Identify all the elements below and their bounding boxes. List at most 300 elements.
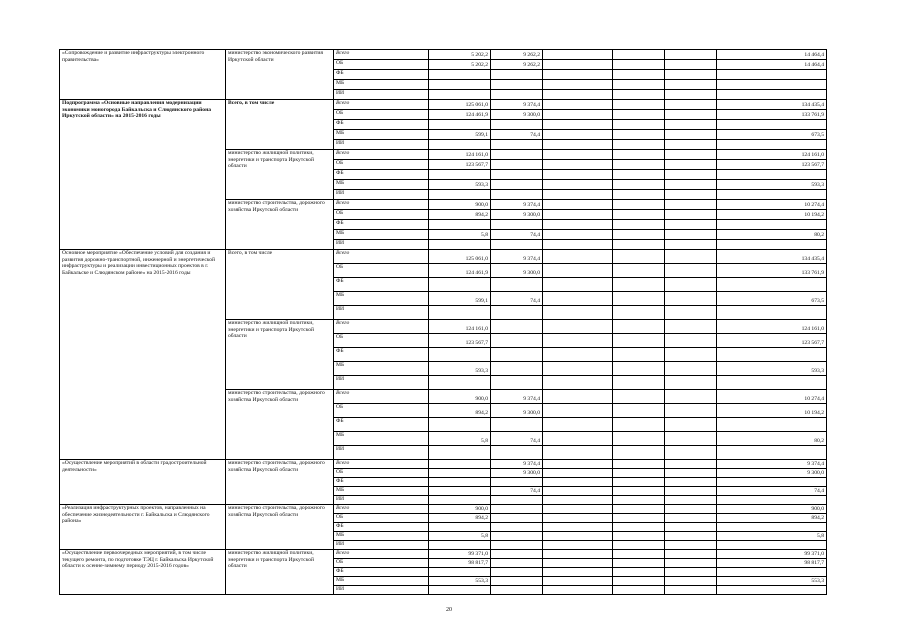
funding-source: ОБ — [334, 60, 429, 70]
value-2015 — [429, 170, 491, 180]
value-total — [717, 348, 827, 362]
value-2015: 900,0 — [429, 200, 491, 210]
value-2015: 5 202,2 — [429, 60, 491, 70]
empty-cell — [543, 348, 613, 362]
empty-cell — [543, 140, 613, 150]
value-total: 673,5 — [717, 292, 827, 306]
value-2016: 74,4 — [491, 487, 543, 496]
value-total: 123 567,7 — [717, 160, 827, 170]
empty-cell — [613, 334, 665, 348]
funding-source: МБ — [334, 532, 429, 541]
value-2016: 9 262,2 — [491, 50, 543, 60]
empty-cell — [613, 120, 665, 130]
funding-source: ИИ — [334, 240, 429, 250]
empty-cell — [543, 559, 613, 568]
funding-source: Всего — [334, 320, 429, 334]
empty-cell — [613, 432, 665, 446]
value-2016 — [491, 523, 543, 532]
empty-cell — [543, 60, 613, 70]
empty-cell — [665, 532, 717, 541]
measure-name: Основное мероприятие «Обеспечение условий для создания и развития дорожно-транспортной, инженерной и энергетической инфраструктуры и реализации инвестиционных проектов в г. Байкальске и Слюдянском районе» на 2015-2016 годы — [60, 250, 226, 460]
value-total: 9 374,4 — [717, 460, 827, 469]
value-total: 593,3 — [717, 180, 827, 190]
empty-cell — [613, 446, 665, 460]
empty-cell — [613, 150, 665, 160]
funding-source: МБ — [334, 432, 429, 446]
empty-cell — [665, 140, 717, 150]
value-2016 — [491, 320, 543, 334]
empty-cell — [665, 110, 717, 120]
value-2016 — [491, 334, 543, 348]
funding-source: Всего — [334, 390, 429, 404]
empty-cell — [543, 170, 613, 180]
executor-name: министерство строительства, дорожного хозяйства Иркутской области — [226, 200, 334, 250]
funding-source: ФБ — [334, 568, 429, 577]
funding-source: ОБ — [334, 210, 429, 220]
empty-cell — [613, 577, 665, 586]
empty-cell — [613, 541, 665, 550]
value-2016 — [491, 140, 543, 150]
value-2015: 125 061,0 — [429, 100, 491, 110]
empty-cell — [543, 264, 613, 278]
empty-cell — [613, 469, 665, 478]
value-2015 — [429, 541, 491, 550]
funding-source: ИИ — [334, 541, 429, 550]
table-row — [60, 250, 827, 264]
empty-cell — [665, 320, 717, 334]
empty-cell — [613, 100, 665, 110]
empty-cell — [665, 230, 717, 240]
empty-cell — [613, 80, 665, 90]
empty-cell — [665, 334, 717, 348]
value-2016 — [491, 550, 543, 559]
value-2015: 124 161,0 — [429, 150, 491, 160]
value-2015 — [429, 496, 491, 505]
value-2016 — [491, 180, 543, 190]
empty-cell — [613, 320, 665, 334]
measure-name: «Реализация инфраструктурных проектов, направленных на обеспечение жизнедеятельности г. Байкальска и Слюдянского района» — [60, 505, 226, 550]
empty-cell — [613, 568, 665, 577]
funding-source: ОБ — [334, 110, 429, 120]
value-2016 — [491, 306, 543, 320]
empty-cell — [613, 180, 665, 190]
empty-cell — [543, 240, 613, 250]
value-total: 123 567,7 — [717, 334, 827, 348]
executor-name: министерство жилищной политики, энергетики и транспорта Иркутской области — [226, 150, 334, 200]
value-2016: 9 300,0 — [491, 469, 543, 478]
empty-cell — [543, 541, 613, 550]
empty-cell — [543, 362, 613, 376]
funding-source: ФБ — [334, 523, 429, 532]
empty-cell — [543, 100, 613, 110]
value-2016 — [491, 505, 543, 514]
empty-cell — [543, 230, 613, 240]
empty-cell — [665, 478, 717, 487]
empty-cell — [613, 559, 665, 568]
measure-name: Подпрограмма «Основные направления модернизации экономики моногорода Байкальска и Слюдянского района Иркутской области» на 2015-2016 годы — [60, 100, 226, 250]
value-2015: 99 371,0 — [429, 550, 491, 559]
funding-source: Всего — [334, 460, 429, 469]
empty-cell — [665, 496, 717, 505]
value-2016 — [491, 220, 543, 230]
value-2016: 9 374,4 — [491, 200, 543, 210]
empty-cell — [613, 210, 665, 220]
funding-source: ИИ — [334, 586, 429, 595]
empty-cell — [613, 478, 665, 487]
value-2016: 9 374,4 — [491, 250, 543, 264]
value-total — [717, 90, 827, 100]
executor-name: министерство жилищной политики, энергетики и транспорта Иркутской области — [226, 550, 334, 595]
value-total — [717, 140, 827, 150]
funding-source: МБ — [334, 292, 429, 306]
value-2016 — [491, 120, 543, 130]
value-2015: 900,0 — [429, 505, 491, 514]
measure-name: «Осуществление первоочередных мероприятий, в том числе текущего ремонта, по подготовке ТЭЦ г. Байкальска Иркутской области к осенне-зимнему периоду 2015-2016 годов» — [60, 550, 226, 595]
executor-name: Всего, в том числе — [226, 100, 334, 150]
value-2016: 9 300,0 — [491, 404, 543, 418]
funding-source: МБ — [334, 130, 429, 140]
value-total — [717, 170, 827, 180]
value-total — [717, 523, 827, 532]
empty-cell — [543, 180, 613, 190]
value-total — [717, 240, 827, 250]
empty-cell — [665, 80, 717, 90]
value-2016: 74,4 — [491, 230, 543, 240]
value-2015: 900,0 — [429, 390, 491, 404]
value-2016: 74,4 — [491, 432, 543, 446]
value-2015: 5,8 — [429, 532, 491, 541]
value-total — [717, 120, 827, 130]
empty-cell — [543, 478, 613, 487]
value-2015 — [429, 306, 491, 320]
funding-source: ФБ — [334, 120, 429, 130]
empty-cell — [665, 100, 717, 110]
empty-cell — [543, 306, 613, 320]
empty-cell — [665, 180, 717, 190]
executor-name: министерство строительства, дорожного хозяйства Иркутской области — [226, 505, 334, 550]
value-total — [717, 190, 827, 200]
empty-cell — [613, 110, 665, 120]
empty-cell — [665, 577, 717, 586]
empty-cell — [543, 514, 613, 523]
value-2015: 5,8 — [429, 432, 491, 446]
value-2016 — [491, 514, 543, 523]
value-2015: 599,1 — [429, 292, 491, 306]
empty-cell — [613, 70, 665, 80]
empty-cell — [543, 460, 613, 469]
value-2015: 593,3 — [429, 180, 491, 190]
value-2015 — [429, 418, 491, 432]
value-total: 80,2 — [717, 230, 827, 240]
budget-table — [59, 49, 827, 595]
table-row — [60, 550, 827, 559]
empty-cell — [543, 523, 613, 532]
empty-cell — [665, 292, 717, 306]
value-total — [717, 418, 827, 432]
value-total: 553,3 — [717, 577, 827, 586]
value-2016 — [491, 541, 543, 550]
empty-cell — [665, 568, 717, 577]
empty-cell — [613, 264, 665, 278]
empty-cell — [543, 487, 613, 496]
value-2015: 593,3 — [429, 362, 491, 376]
empty-cell — [665, 390, 717, 404]
value-2015: 124 461,9 — [429, 110, 491, 120]
empty-cell — [543, 200, 613, 210]
empty-cell — [613, 523, 665, 532]
value-total — [717, 278, 827, 292]
empty-cell — [543, 292, 613, 306]
value-total: 133 761,9 — [717, 264, 827, 278]
funding-source: ФБ — [334, 278, 429, 292]
empty-cell — [665, 348, 717, 362]
value-2016: 9 300,0 — [491, 110, 543, 120]
value-total: 894,2 — [717, 514, 827, 523]
value-total: 900,0 — [717, 505, 827, 514]
value-2015 — [429, 120, 491, 130]
empty-cell — [665, 469, 717, 478]
value-2016 — [491, 90, 543, 100]
value-2015: 125 061,0 — [429, 250, 491, 264]
empty-cell — [543, 550, 613, 559]
value-2016 — [491, 240, 543, 250]
funding-source: ИИ — [334, 306, 429, 320]
empty-cell — [543, 190, 613, 200]
value-2016 — [491, 348, 543, 362]
empty-cell — [665, 460, 717, 469]
value-2015 — [429, 478, 491, 487]
value-2015 — [429, 460, 491, 469]
empty-cell — [613, 505, 665, 514]
value-2015 — [429, 90, 491, 100]
empty-cell — [543, 376, 613, 390]
funding-source: МБ — [334, 362, 429, 376]
empty-cell — [543, 469, 613, 478]
empty-cell — [665, 170, 717, 180]
empty-cell — [543, 50, 613, 60]
value-total — [717, 376, 827, 390]
value-total — [717, 541, 827, 550]
funding-source: Всего — [334, 100, 429, 110]
executor-name: министерство экономического развития Иркутской области — [226, 50, 334, 100]
value-2015: 5 202,2 — [429, 50, 491, 60]
executor-name: министерство жилищной политики, энергетики и транспорта Иркутской области — [226, 320, 334, 390]
empty-cell — [613, 240, 665, 250]
value-total — [717, 586, 827, 595]
value-2016: 74,4 — [491, 130, 543, 140]
empty-cell — [543, 334, 613, 348]
empty-cell — [543, 532, 613, 541]
funding-source: МБ — [334, 577, 429, 586]
value-2016 — [491, 80, 543, 90]
empty-cell — [543, 418, 613, 432]
value-2015 — [429, 140, 491, 150]
empty-cell — [665, 514, 717, 523]
funding-source: ФБ — [334, 220, 429, 230]
empty-cell — [613, 460, 665, 469]
empty-cell — [613, 496, 665, 505]
value-2016: 9 374,4 — [491, 460, 543, 469]
value-2015: 5,8 — [429, 230, 491, 240]
empty-cell — [665, 130, 717, 140]
funding-source: ФБ — [334, 348, 429, 362]
empty-cell — [613, 60, 665, 70]
value-total — [717, 496, 827, 505]
funding-source: ОБ — [334, 404, 429, 418]
value-total: 134 435,4 — [717, 100, 827, 110]
value-2015: 124 461,9 — [429, 264, 491, 278]
value-2015 — [429, 220, 491, 230]
empty-cell — [665, 250, 717, 264]
value-2015: 124 161,0 — [429, 320, 491, 334]
empty-cell — [613, 514, 665, 523]
empty-cell — [665, 306, 717, 320]
value-2015 — [429, 278, 491, 292]
empty-cell — [613, 404, 665, 418]
funding-source: Всего — [334, 505, 429, 514]
value-2016: 74,4 — [491, 292, 543, 306]
empty-cell — [543, 130, 613, 140]
empty-cell — [665, 50, 717, 60]
empty-cell — [543, 390, 613, 404]
empty-cell — [543, 160, 613, 170]
empty-cell — [543, 320, 613, 334]
empty-cell — [665, 404, 717, 418]
empty-cell — [613, 130, 665, 140]
empty-cell — [665, 220, 717, 230]
value-2016 — [491, 160, 543, 170]
empty-cell — [613, 586, 665, 595]
empty-cell — [665, 264, 717, 278]
funding-source: ОБ — [334, 514, 429, 523]
empty-cell — [543, 220, 613, 230]
table-row — [60, 460, 827, 469]
value-2015: 123 567,7 — [429, 160, 491, 170]
table-row — [60, 100, 827, 110]
executor-name: министерство строительства, дорожного хозяйства Иркутской области — [226, 390, 334, 460]
value-2016 — [491, 446, 543, 460]
empty-cell — [665, 550, 717, 559]
value-total: 124 161,0 — [717, 320, 827, 334]
funding-source: ИИ — [334, 376, 429, 390]
empty-cell — [613, 292, 665, 306]
empty-cell — [665, 190, 717, 200]
value-total: 98 817,7 — [717, 559, 827, 568]
value-2015: 894,2 — [429, 404, 491, 418]
empty-cell — [665, 120, 717, 130]
empty-cell — [543, 404, 613, 418]
empty-cell — [613, 230, 665, 240]
empty-cell — [613, 278, 665, 292]
empty-cell — [613, 250, 665, 264]
empty-cell — [665, 559, 717, 568]
empty-cell — [543, 90, 613, 100]
value-2016 — [491, 568, 543, 577]
funding-source: ОБ — [334, 469, 429, 478]
empty-cell — [613, 550, 665, 559]
empty-cell — [543, 150, 613, 160]
value-total: 9 300,0 — [717, 469, 827, 478]
empty-cell — [613, 140, 665, 150]
empty-cell — [613, 200, 665, 210]
empty-cell — [665, 200, 717, 210]
funding-source: ФБ — [334, 418, 429, 432]
value-2016: 9 374,4 — [491, 390, 543, 404]
empty-cell — [543, 568, 613, 577]
value-2016: 9 300,0 — [491, 264, 543, 278]
page-number: 20 — [446, 607, 452, 613]
funding-source: ИИ — [334, 140, 429, 150]
measure-name: «Сопровождение и развитие инфраструктуры электронного правительства» — [60, 50, 226, 100]
empty-cell — [543, 110, 613, 120]
empty-cell — [543, 80, 613, 90]
empty-cell — [543, 505, 613, 514]
empty-cell — [543, 496, 613, 505]
value-total — [717, 70, 827, 80]
executor-name: министерство строительства, дорожного хозяйства Иркутской области — [226, 460, 334, 505]
empty-cell — [543, 210, 613, 220]
funding-source: ИИ — [334, 496, 429, 505]
empty-cell — [543, 278, 613, 292]
value-total: 10 274,4 — [717, 200, 827, 210]
funding-source: ИИ — [334, 90, 429, 100]
empty-cell — [665, 505, 717, 514]
funding-source: ФБ — [334, 478, 429, 487]
executor-name: Всего, в том числе — [226, 250, 334, 320]
empty-cell — [613, 170, 665, 180]
value-2016 — [491, 362, 543, 376]
empty-cell — [665, 150, 717, 160]
empty-cell — [665, 432, 717, 446]
table-row — [60, 50, 827, 60]
value-2016 — [491, 70, 543, 80]
empty-cell — [613, 362, 665, 376]
value-total: 74,4 — [717, 487, 827, 496]
empty-cell — [665, 90, 717, 100]
empty-cell — [665, 446, 717, 460]
value-2016: 9 374,4 — [491, 100, 543, 110]
funding-source: ОБ — [334, 334, 429, 348]
empty-cell — [665, 376, 717, 390]
funding-source: ФБ — [334, 170, 429, 180]
value-2015 — [429, 469, 491, 478]
value-2015 — [429, 523, 491, 532]
value-2016 — [491, 376, 543, 390]
value-2016 — [491, 170, 543, 180]
funding-source: МБ — [334, 487, 429, 496]
value-total — [717, 478, 827, 487]
value-total: 134 435,4 — [717, 250, 827, 264]
empty-cell — [543, 120, 613, 130]
value-2015 — [429, 586, 491, 595]
funding-source: Всего — [334, 550, 429, 559]
funding-source: МБ — [334, 230, 429, 240]
value-2015: 894,2 — [429, 210, 491, 220]
empty-cell — [665, 523, 717, 532]
value-2016: 9 262,2 — [491, 60, 543, 70]
value-2015: 599,1 — [429, 130, 491, 140]
measure-name: «Осуществление мероприятий в области градостроительной деятельности» — [60, 460, 226, 505]
empty-cell — [665, 278, 717, 292]
value-total: 14 464,4 — [717, 60, 827, 70]
empty-cell — [543, 446, 613, 460]
empty-cell — [665, 210, 717, 220]
empty-cell — [665, 586, 717, 595]
empty-cell — [613, 418, 665, 432]
empty-cell — [613, 50, 665, 60]
value-total — [717, 220, 827, 230]
value-2015 — [429, 190, 491, 200]
